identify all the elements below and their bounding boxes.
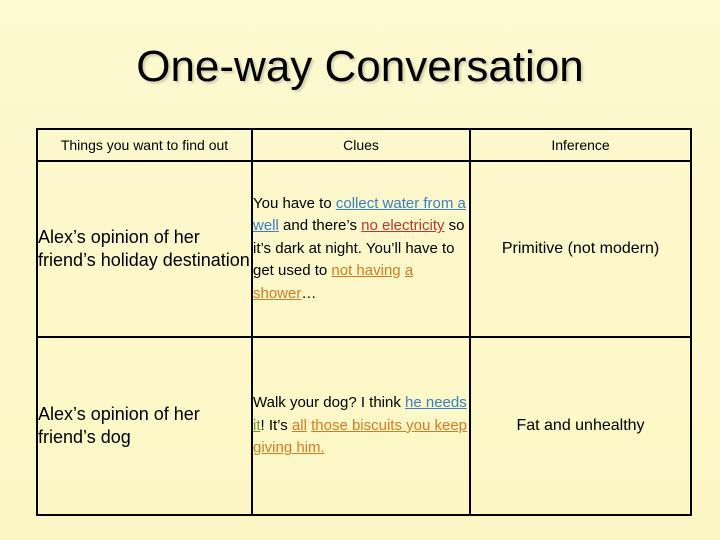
header-clues: Clues [252,129,470,161]
clue-text: ! It’s [260,416,292,434]
thing-cell: Alex’s opinion of her friend’s holiday destination [37,161,252,337]
clue-text: and there’s [278,217,362,235]
clue-highlight: not having [331,262,401,280]
clue-highlight: those biscuits you keep giving him. [253,416,468,457]
slide-title: One-way Conversation [136,42,584,91]
inference-table [36,128,692,516]
clue-cell [252,161,470,337]
clue-text: You have to [253,194,336,212]
inference-cell: Fat and unhealthy [470,337,691,515]
clue-text: so it’s dark at night. You’ll have to get used to [253,217,465,280]
thing-cell: Alex’s opinion of her friend’s dog [37,337,252,515]
inference-cell: Primitive (not modern) [470,161,691,337]
clue-highlight: no electricity [361,217,445,235]
clue-highlight: collect water from a well [253,194,466,235]
header-row [37,129,691,161]
table-row [37,337,691,515]
clue-cell [252,337,470,515]
clue-highlight: all [291,416,307,434]
clue-text: Walk your dog? I think [253,394,406,412]
table-row [37,161,691,337]
clue-highlight: he needs [405,394,467,412]
clue-highlight: it [253,416,261,434]
header-things: Things you want to find out [37,129,252,161]
clue-text: … [301,284,317,302]
header-inference: Inference [470,129,691,161]
clue-highlight: a shower [253,262,414,302]
